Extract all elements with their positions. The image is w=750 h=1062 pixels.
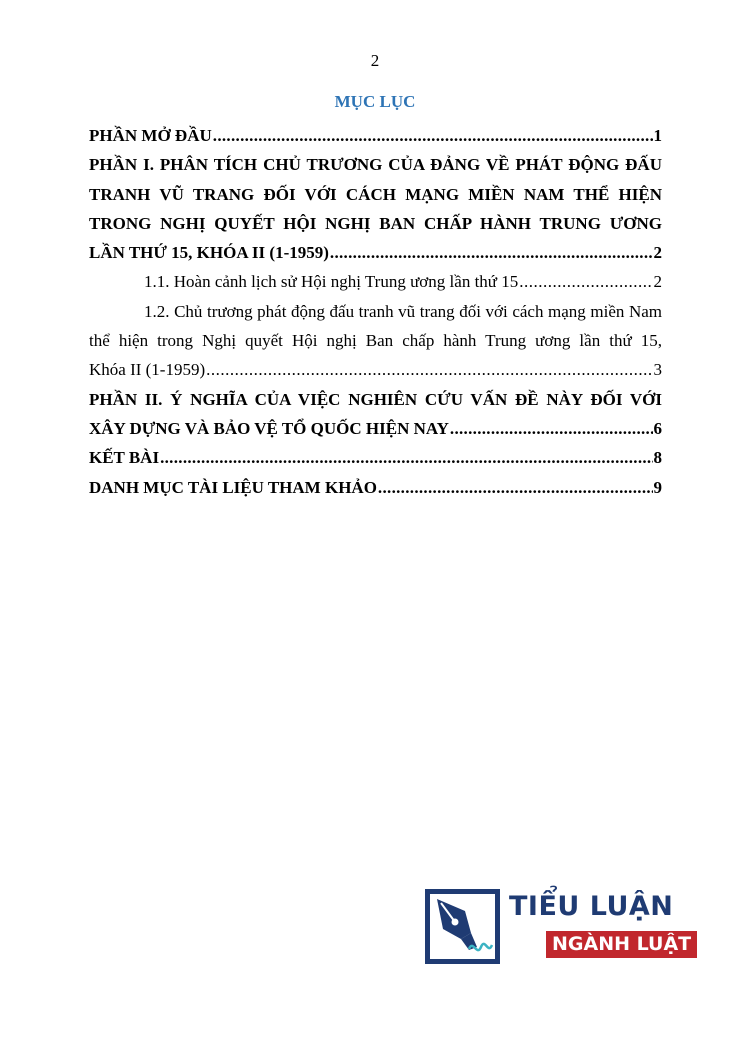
- dot-leader: [330, 238, 653, 267]
- toc-page-number: 2: [653, 272, 662, 292]
- toc-page-number: 6: [653, 418, 662, 438]
- tieu-luan-logo: [425, 889, 692, 964]
- toc-entry-phan-2[interactable]: [89, 385, 662, 444]
- dot-leader: [206, 355, 652, 384]
- toc-entry-label: DANH MỤC TÀI LIỆU THAM KHẢO: [89, 477, 377, 497]
- toc-page-number: 2: [653, 243, 662, 263]
- toc-entry-label-end: LẦN THỨ 15, KHÓA II (1-1959): [89, 243, 329, 263]
- dot-leader: [519, 267, 652, 296]
- logo-subtitle-badge: NGÀNH LUẬT: [546, 931, 697, 958]
- toc-page-number: 3: [653, 360, 662, 380]
- toc-entry-phan-1[interactable]: [89, 150, 662, 267]
- toc-entry-1-1[interactable]: [89, 267, 662, 296]
- toc-entry-ket-bai[interactable]: [89, 443, 662, 472]
- toc-page-number: 9: [653, 477, 662, 497]
- pen-nib-icon: [425, 889, 500, 964]
- toc-entry-label: 1.2. Chủ trương phát động đấu tranh vũ trang đối với cách mạng miền Nam thể hiện trong Nghị quyết Hội nghị Ban chấp hành Trung ương lần thứ 15,: [89, 301, 662, 351]
- toc-entry-1-2[interactable]: [89, 297, 662, 385]
- toc-entry-label: KẾT BÀI: [89, 448, 160, 468]
- toc-entry-label: 1.1. Hoàn cảnh lịch sử Hội nghị Trung ương lần thứ 15: [144, 272, 519, 292]
- toc-page-number: 8: [653, 448, 662, 468]
- dot-leader: [378, 473, 653, 502]
- toc-entry-label-end: XÂY DỰNG VÀ BẢO VỆ TỔ QUỐC HIỆN NAY: [89, 418, 449, 438]
- dot-leader: [213, 121, 653, 150]
- toc-entry-label: PHẦN I. PHÂN TÍCH CHỦ TRƯƠNG CỦA ĐẢNG VỀ PHÁT ĐỘNG ĐẤU TRANH VŨ TRANG ĐỐI VỚI CÁCH MẠNG MIỀN NAM THỂ HIỆN TRONG NGHỊ QUYẾT HỘI NGHỊ BAN CHẤP HÀNH TRUNG ƯƠNG: [89, 155, 662, 233]
- toc-entry-label: PHẦN MỞ ĐẦU: [89, 126, 212, 145]
- dot-leader: [450, 414, 653, 443]
- logo-title: TIỂU LUẬN: [509, 891, 674, 922]
- toc-page-number: 1: [653, 126, 662, 145]
- toc-title: MỤC LỤC: [334, 92, 416, 111]
- table-of-contents: [89, 121, 662, 502]
- toc-entry-mo-dau[interactable]: [89, 121, 662, 150]
- toc-entry-label: PHẦN II. Ý NGHĨA CỦA VIỆC NGHIÊN CỨU VẤN ĐỀ NÀY ĐỐI VỚI: [89, 389, 662, 409]
- dot-leader: [160, 443, 652, 472]
- toc-entry-tai-lieu[interactable]: [89, 473, 662, 502]
- page-number: 2: [370, 51, 380, 70]
- toc-entry-label-end: Khóa II (1-1959): [89, 360, 206, 380]
